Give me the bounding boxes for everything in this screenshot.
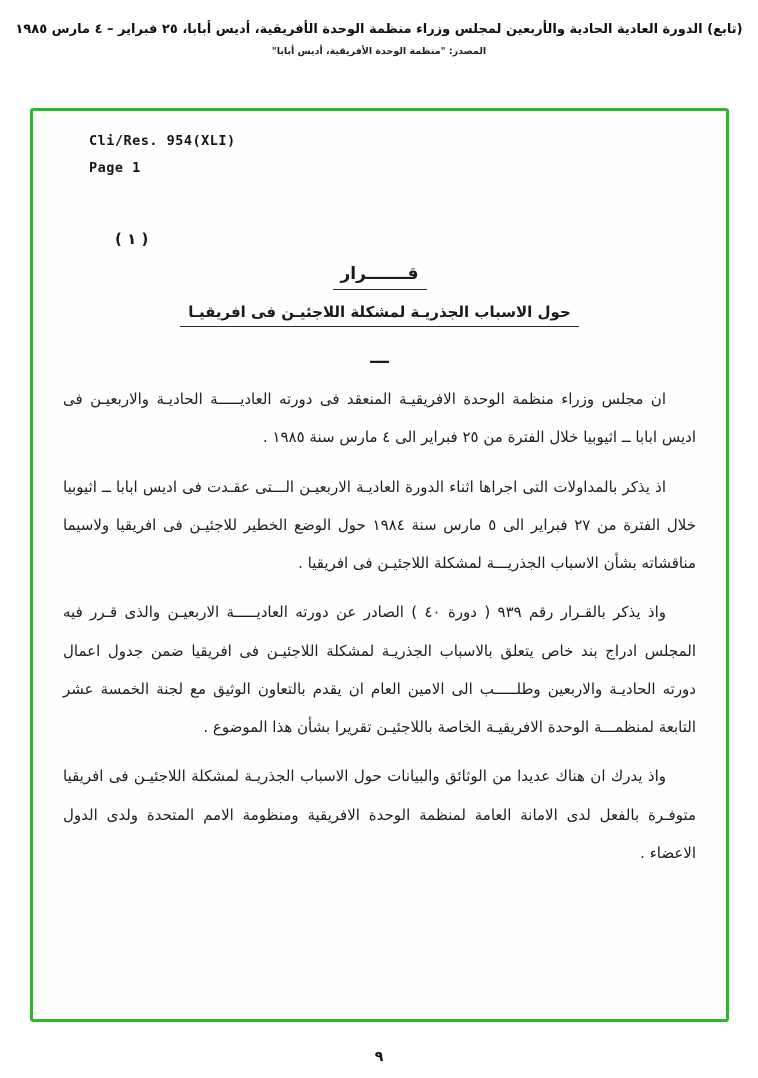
resolution-title-text: قـــــــرار: [333, 264, 427, 290]
resolution-title: [63, 264, 696, 290]
resolution-subtitle-text: حول الاسباب الجذريـة لمشكلة اللاجئيـن فى افريقيـا: [180, 303, 579, 327]
scanned-document-page: [33, 111, 726, 1019]
document-reference: Cli/Res. 954(XLI): [89, 133, 236, 149]
separator-dash: ـــ: [370, 347, 389, 368]
item-number: ( ١ ): [115, 230, 149, 248]
page-footer: [0, 1049, 758, 1065]
paragraph: اذ يذكر بالمداولات التى اجراها اثناء الدورة العاديـة الاربعيـن الـــتى عقـدت فى اديس ابابا ــ اثيوبيا خلال الفترة من ٢٧ فبراير الى ٥ مارس سنة ١٩٨٤ حول الوضع الخطير للاجئيـن فى افريقيا ولاسيما مناقشاته بشأن الاسباب الجذريـــة لمشكلة اللاجئيـن فى افريقيا .: [63, 477, 697, 572]
document-page-label: Page 1: [89, 160, 141, 176]
document-body: [63, 380, 696, 872]
paragraph: ان مجلس وزراء منظمة الوحدة الافريقيـة المنعقد فى دورته العاديـــــة الحاديـة والاربعيـن فى اديس ابابا ــ اثيوبيا خلال الفترة من ٢٥ فبراير الى ٤ مارس سنة ١٩٨٥ .: [63, 390, 696, 447]
header-source: المصدر: "منظمة الوحدة الأفريقية، أديس أبابا": [271, 46, 487, 57]
page-number: ٩: [374, 1049, 384, 1065]
paragraph: واذ يذكر بالقـرار رقم ٩٣٩ ( دورة ٤٠ ) الصادر عن دورته العاديـــــة الاربعيـن والذى قـرر فيه المجلس ادراج بند خاص يتعلق بالاسباب الجذريـة لمشكلة اللاجئيـن فى افريقيا ضمن جدول اعمال دورته الحاديـة والاربعين وطلـــــب الى الامين العام ان يقدم بالتعاون الوثيق مع لجنة الخمسة عشر التابعة لمنظمـــة الوحدة الافريقيـة الخاصة باللاجئيـن تقريرا بشأن هذا الموضوع .: [63, 603, 696, 736]
header-title: (تابع) الدورة العادية الحادية والأربعين لمجلس وزراء منظمة الوحدة الأفريقية، أديس أبابا، ٢٥ فبراير – ٤ مارس ١٩٨٥: [15, 22, 743, 37]
resolution-subtitle: [63, 303, 696, 327]
scanned-document-frame: [30, 108, 729, 1022]
document-header: [0, 0, 758, 57]
paragraph: واذ يدرك ان هناك عديدا من الوثائق والبيانات حول الاسباب الجذريـة لمشكلة اللاجئيـن فى افريقيا متوفـرة بالفعل لدى الامانة العامة لمنظمة الوحدة الافريقية ومنظومة الامم المتحدة ولدى الدول الاعضاء .: [63, 767, 696, 862]
